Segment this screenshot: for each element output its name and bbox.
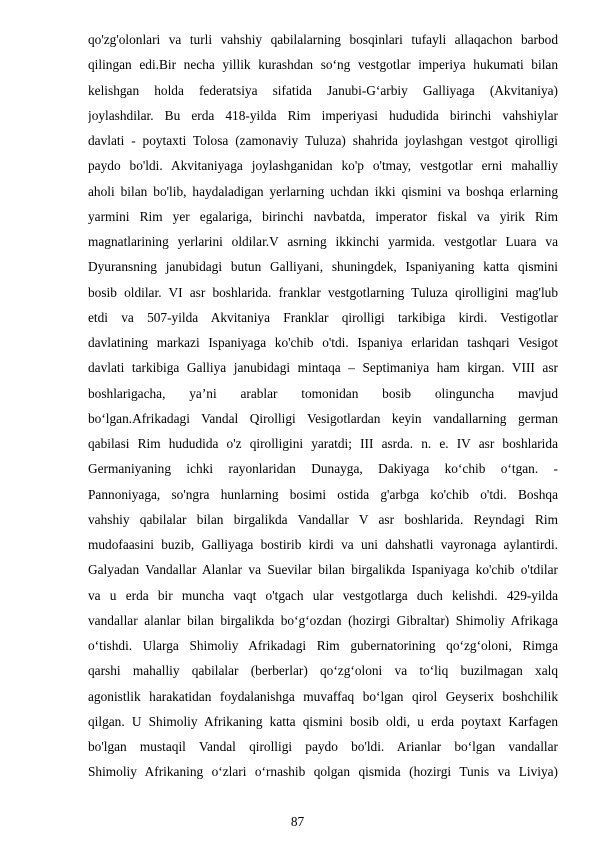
text-line: qilgan. U Shimoliy Afrikaning katta qismini bosib oldi, u erda poytaxt Karfagen <box>88 713 558 729</box>
text-line: boshlarigacha, yaʼni arablar tomonidan bosib olinguncha mavjud <box>88 385 558 401</box>
text-line: vandallar alanlar bilan birgalikda boʻgʻozdan (hozirgi Gibraltar) Shimoliy Afrikaga <box>88 612 558 628</box>
text-line: mudofaasini buzib, Galliyaga bostirib kirdi va uni dahshatli vayronaga aylantirdi. <box>88 537 558 552</box>
text-line: va u erda bir muncha vaqt o'tgach ular vestgotlarga duch kelishdi. 429-yilda <box>88 587 558 603</box>
text-line: yarmini Rim yer egalariga, birinchi navbatda, imperator fiskal va yirik Rim <box>88 208 558 224</box>
text-line: qabilasi Rim hududida o'z qirolligini yaratdi; III asrda. n. e. IV asr boshlarida <box>88 436 558 451</box>
text-line: aholi bilan bo'lib, haydaladigan yerlarning uchdan ikki qismini va boshqa erlarning <box>88 183 558 199</box>
text-line: magnatlarining yerlarini oldilar.V asrning ikkinchi yarmida. vestgotlar Luara va <box>88 234 558 249</box>
text-line: qo'zg'olonlari va turli vahshiy qabilalarning bosqinlari tufayli allaqachon barbod <box>88 32 558 47</box>
text-line: oʻtishdi. Ularga Shimoliy Afrikadagi Rim gubernatorining qoʻzgʻoloni, Rimga <box>88 638 558 653</box>
text-line: paydo bo'ldi. Akvitaniyaga joylashganidan ko'p o'tmay, vestgotlar erni mahalliy <box>88 158 558 174</box>
text-line: Galyadan Vandallar Alanlar va Suevilar bilan birgalikda Ispaniyaga ko'chib o'tdilar <box>88 562 558 578</box>
text-line: vahshiy qabilalar bilan birgalikda Vandallar V asr boshlarida. Reyndagi Rim <box>88 511 558 527</box>
text-line: kelishgan holda federatsiya sifatida Janubi-Gʻarbiy Galliyaga (Akvitaniya) <box>88 82 558 98</box>
text-line: davlati tarkibiga Galliya janubidagi mintaqa – Septimaniya ham kirgan. VIII asr <box>88 360 558 376</box>
text-line: davlati - poytaxti Tolosa (zamonaviy Tuluza) shahrida joylashgan vestgot qirolligi <box>88 133 558 148</box>
text-line: etdi va 507-yilda Akvitaniya Franklar qirolligi tarkibiga kirdi. Vestigotlar <box>88 309 558 325</box>
text-line: agonistlik harakatidan foydalanishga muvaffaq boʻlgan qirol Geyserix boshchilik <box>88 688 558 704</box>
text-line: qilingan edi.Bir necha yillik kurashdan soʻng vestgotlar imperiya hukumati bilan <box>88 57 558 73</box>
text-line: Dyuransning janubidagi butun Galliyani, shuningdek, Ispaniyaning katta qismini <box>88 259 558 275</box>
text-line: bo'lgan mustaqil Vandal qirolligi paydo bo'ldi. Arianlar boʻlgan vandallar <box>88 739 558 754</box>
text-line: Germaniyaning ichki rayonlaridan Dunayga, Dakiyaga koʻchib oʻtgan. - <box>88 461 558 477</box>
text-line: Shimoliy Afrikaning oʻzlari oʻrnashib qolgan qismida (hozirgi Tunis va Liviya) <box>88 764 558 780</box>
text-line: boʻlgan.Afrikadagi Vandal Qirolligi Vesigotlardan keyin vandallarning german <box>88 410 558 426</box>
text-line: Pannoniyaga, so'ngra hunlarning bosimi ostida g'arbga ko'chib o'tdi. Boshqa <box>88 486 558 502</box>
page-number: 87 <box>290 814 305 829</box>
text-line: qarshi mahalliy qabilalar (berberlar) qoʻzgʻoloni va toʻliq buzilmagan xalq <box>88 663 558 679</box>
text-line: bosib oldilar. VI asr boshlarida. franklar vestgotlarning Tuluza qirolligini mag'lub <box>88 284 558 300</box>
document-body <box>88 27 558 785</box>
text-line: davlatining markazi Ispaniyaga ko'chib o'tdi. Ispaniya erlaridan tashqari Vesigot <box>88 335 558 350</box>
text-line: joylashdilar. Bu erda 418-yilda Rim imperiyasi hududida birinchi vahshiylar <box>88 107 558 123</box>
